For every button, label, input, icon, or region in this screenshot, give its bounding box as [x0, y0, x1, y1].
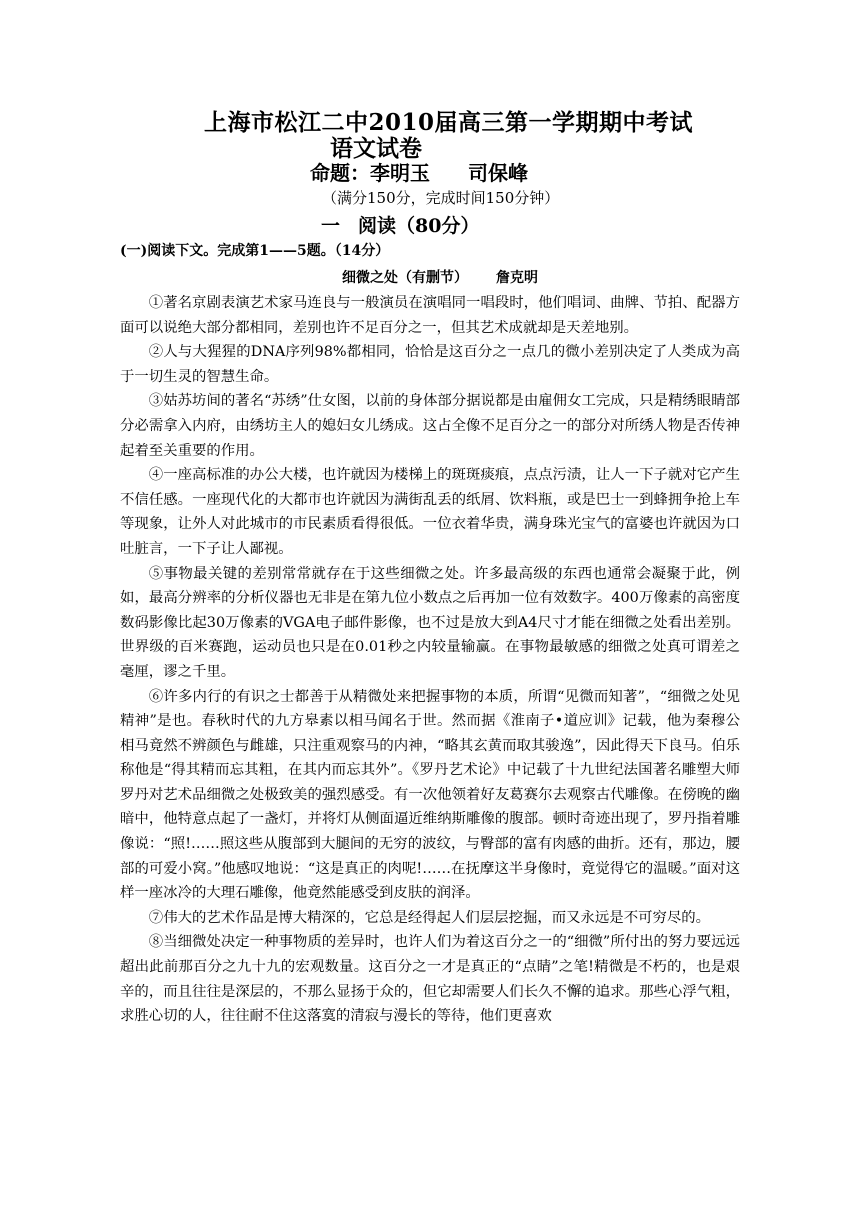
author-1: 命题：李明玉 — [310, 161, 430, 185]
paragraph: ⑤事物最关键的差别常常就存在于这些细微之处。许多最高级的东西也通常会凝聚于此，例如，最高分辨率的分析仪器也无非是在第九位小数点之后再加一位有效数字。400万像素的高密度数码影像比起30万像素的VGA电子邮件影像，也不过是放大到A4尺寸才能在细微之处看出差别。世界级的百米赛跑，运动员也只是在0.01秒之内较量输赢。在事物最敏感的细微之处真可谓差之毫厘，谬之千里。 — [120, 565, 740, 680]
section-heading — [321, 211, 479, 238]
article-body — [120, 291, 740, 1101]
article-heading — [342, 267, 538, 287]
exam-info: （满分150分，完成时间150分钟） — [322, 189, 560, 207]
paragraph: ⑦伟大的艺术作品是博大精深的，它总是经得起人们层层挖掘，而又永远是不可穷尽的。 — [148, 909, 711, 926]
paragraph: ②人与大猩猩的DNA序列98%都相同，恰恰是这百分之一点几的微小差别决定了人类成为高于一切生灵的智慧生命。 — [120, 344, 740, 385]
section-title: 阅读（80分） — [358, 215, 480, 237]
paragraph: ⑥许多内行的有识之士都善于从精微处来把握事物的本质，所谓“见微而知著”，“细微之处见精神”是也。春秋时代的九方皋素以相马闻名于世。然而据《淮南子•道应训》记载，他为秦穆公相马竟然不辨颜色与雌雄，只注重观察马的内神，“略其玄黄而取其骏逸”，因此得天下良马。伯乐称他是“得其精而忘其粗，在其内而忘其外”。《罗丹艺术论》中记载了十九世纪法国著名雕塑大师罗丹对艺术品细微之处极致美的强烈感受。有一次他领着好友葛赛尔去观察古代雕像。在傍晚的幽暗中，他特意点起了一盏灯，并将灯从侧面逼近维纳斯雕像的腹部。顿时奇迹出现了，罗丹指着雕像说：“照!……照这些从腹部到大腿间的无穷的波纹，与臀部的富有肉感的曲折。还有，那边，腰部的可爱小窝。”他感叹地说：“这是真正的肉呢!……在抚摩这半身像时，竟觉得它的温暖。”面对这样一座冰冷的大理石雕像，他竟然能感受到皮肤的润泽。 — [120, 688, 740, 902]
exam-title: 上海市松江二中2010届高三第一学期期中考试 — [204, 109, 694, 136]
section-number: 一 — [321, 215, 341, 237]
exam-subtitle: 语文试卷 — [330, 135, 422, 162]
paragraph: ③姑苏坊间的著名“苏绣”仕女图，以前的身体部分据说都是由雇佣女工完成，只是精绣眼睛部分必需拿入内府，由绣坊主人的媳妇女儿绣成。这占全像不足百分之一的部分对所绣人物是否传神起着至关重要的作用。 — [120, 393, 740, 459]
author-2: 司保峰 — [468, 161, 528, 185]
article-author: 詹克明 — [496, 270, 538, 286]
paragraph: ⑧当细微处决定一种事物质的差异时，也许人们为着这百分之一的“细微”所付出的努力要远远超出此前那百分之九十九的宏观数量。这百分之一才是真正的“点睛”之笔!精微是不朽的，也是艰辛的，而且往往是深层的，不那么显扬于众的，但它却需要人们长久不懈的追求。那些心浮气粗，求胜心切的人，往往耐不住这落寞的清寂与漫长的等待，他们更喜欢 — [120, 934, 740, 1025]
article-title: 细微之处（有删节） — [342, 270, 468, 286]
exam-authors — [310, 157, 528, 186]
question-instruction: (一)阅读下文。完成第1——5题。（14分） — [120, 243, 390, 259]
paragraph: ①著名京剧表演艺术家马连良与一般演员在演唱同一唱段时，他们唱词、曲牌、节拍、配器方面可以说绝大部分都相同，差别也许不足百分之一，但其艺术成就却是天差地别。 — [120, 295, 740, 336]
paragraph: ④一座高标准的办公大楼，也许就因为楼梯上的斑斑痰痕，点点污渍，让人一下子就对它产生不信任感。一座现代化的大都市也许就因为满街乱丢的纸屑、饮料瓶，或是巴士一到蜂拥争抢上车等现象，让外人对此城市的市民素质看得很低。一位衣着华贵，满身珠光宝气的富婆也许就因为口吐脏言，一下子让人鄙视。 — [120, 467, 740, 557]
